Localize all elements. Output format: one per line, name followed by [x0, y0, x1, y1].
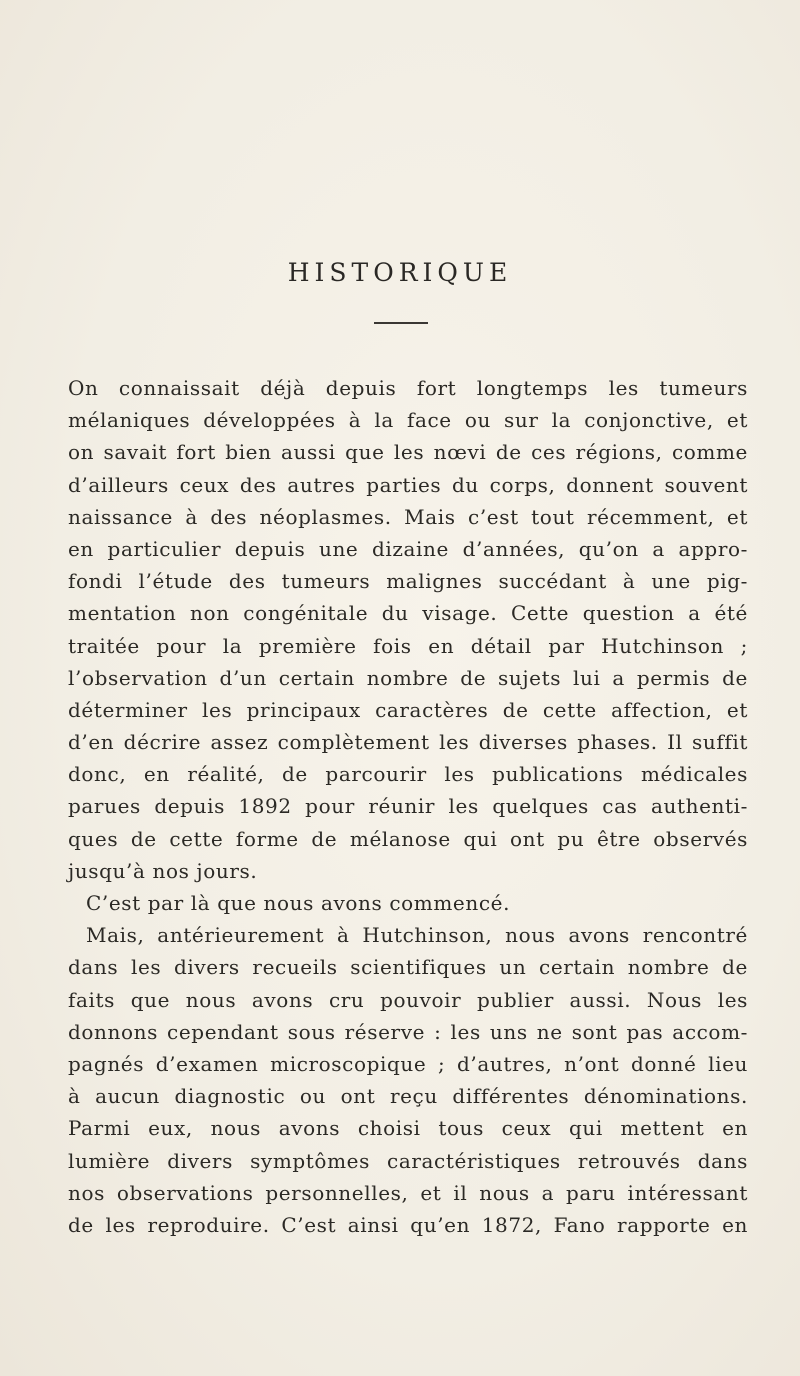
- text-line: mélaniques développées à la face ou sur la conjonctive, et: [68, 408, 748, 433]
- text-line: On connaissait déjà depuis fort longtemps les tumeurs: [68, 376, 748, 400]
- text-line: faits que nous avons cru pouvoir publier aussi. Nous les: [68, 987, 748, 1012]
- text-line: traitée pour la première fois en détail par Hutchinson ;: [68, 633, 748, 658]
- text-line: nos observations personnelles, et il nous a paru intéressant: [68, 1180, 748, 1205]
- text-line: de les reproduire. C’est ainsi qu’en 1872, Fano rapporte en: [68, 1212, 748, 1237]
- section-heading: HISTORIQUE: [287, 258, 513, 287]
- text-line: à aucun diagnostic ou ont reçu différentes dénominations.: [68, 1084, 748, 1109]
- text-line: donc, en réalité, de parcourir les publications médicales: [68, 762, 748, 787]
- text-line: dans les divers recueils scientifiques un certain nombre de: [68, 955, 748, 980]
- text-line: d’ailleurs ceux des autres parties du corps, donnent souvent: [68, 472, 748, 497]
- text-line: Mais, antérieurement à Hutchinson, nous avons rencontré: [86, 923, 748, 948]
- text-line: jusqu’à nos jours.: [68, 858, 258, 883]
- text-line: l’observation d’un certain nombre de sujets lui a permis de: [68, 665, 748, 690]
- text-line: lumière divers symptômes caractéristiques retrouvés dans: [68, 1148, 748, 1173]
- text-line: mentation non congénitale du visage. Cette question a été: [68, 601, 748, 626]
- text-line: parues depuis 1892 pour réunir les quelques cas authenti-: [68, 794, 748, 819]
- text-line: pagnés d’examen microscopique ; d’autres, n’ont donné lieu: [68, 1051, 748, 1076]
- text-line: en particulier depuis une dizaine d’années, qu’on a appro-: [68, 536, 748, 561]
- text-line: d’en décrire assez complètement les diverses phases. Il suffit: [68, 730, 748, 755]
- text-line: fondi l’étude des tumeurs malignes succédant à une pig-: [68, 569, 748, 594]
- text-line: déterminer les principaux caractères de cette affection, et: [68, 697, 748, 722]
- text-line: C’est par là que nous avons commencé.: [86, 891, 511, 915]
- text-line: naissance à des néoplasmes. Mais c’est tout récemment, et: [68, 504, 748, 529]
- text-line: on savait fort bien aussi que les nœvi de ces régions, comme: [68, 440, 748, 465]
- text-line: ques de cette forme de mélanose qui ont pu être observés: [68, 826, 748, 851]
- heading-rule: [374, 322, 428, 324]
- body-text: [68, 372, 748, 1241]
- text-line: Parmi eux, nous avons choisi tous ceux qui mettent en: [68, 1116, 748, 1141]
- text-line: donnons cependant sous réserve : les uns ne sont pas accom-: [68, 1019, 748, 1044]
